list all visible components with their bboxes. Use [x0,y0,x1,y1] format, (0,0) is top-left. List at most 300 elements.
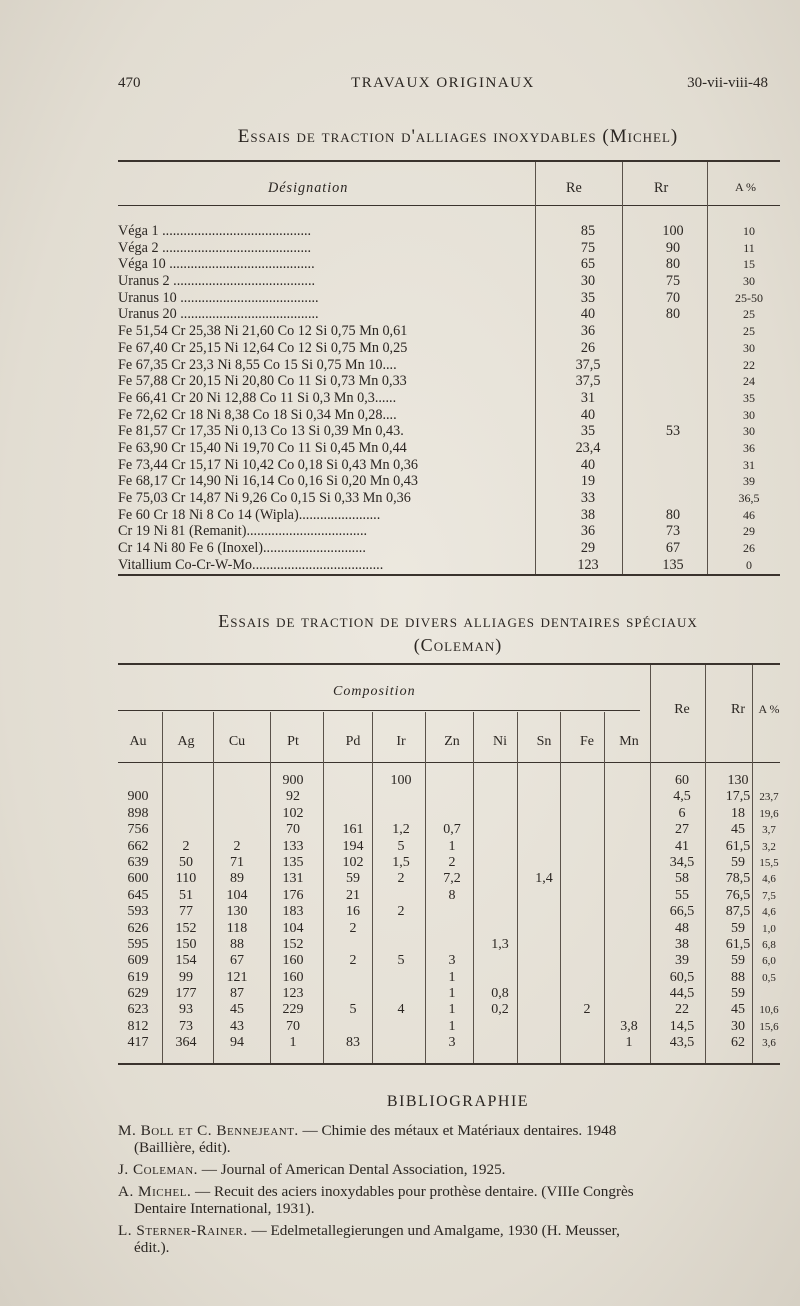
table2-cell: 161 [342,822,364,838]
a-cell: 36 [743,440,755,455]
table2-cell: 1 [448,838,456,854]
table2-cell: 4,6 [762,873,776,886]
designation-cell: Fe 67,40 Cr 25,15 Ni 12,64 Co 12 Si 0,75 Mn 0,25 [118,339,408,356]
table2-cell: 118 [226,920,248,936]
ref-author: M. Boll et C. Bennejeant. [118,1122,299,1139]
table2-cell: 0,2 [491,1002,509,1018]
table2-title-line2: (Coleman) [413,635,503,655]
designation-cell: Fe 68,17 Cr 14,90 Ni 16,14 Co 0,16 Si 0,20 Mn 0,43 [118,473,418,490]
table2-cell: 150 [175,936,197,952]
a-cell: 24 [743,374,755,389]
table2-cell: 88 [230,936,244,952]
re-cell: 36 [580,523,596,540]
bibliography-entry [118,1161,798,1178]
table1-row [118,223,780,240]
rr-cell: 80 [665,256,681,273]
table1-top-rule [118,160,780,162]
designation-cell: Fe 57,88 Cr 20,15 Ni 20,80 Co 11 Si 0,73 Mn 0,33 [118,373,407,390]
table2-cell: 78,5 [725,871,751,887]
table2-cell: 50 [179,854,193,870]
col-header: Ir [396,734,406,749]
table2-cell: 71 [230,854,244,870]
col-header: Fe [580,734,594,749]
designation-cell: Uranus 10 ....................................... [118,289,319,306]
table2-cell: 0,5 [762,971,776,984]
col-header: Sn [536,734,552,749]
table2-cell: 10,6 [759,1004,779,1017]
re-cell: 23,4 [575,439,601,456]
re-cell: 33 [580,490,596,506]
table2-cell: 14,5 [669,1018,695,1034]
a-cell: 39 [743,474,755,489]
table2-divider [604,712,605,1063]
table1-row [118,523,780,540]
table2-cell: 1 [625,1035,633,1051]
re-cell: 85 [580,223,596,239]
composition-header: Composition [333,684,416,699]
table2-cell: 87,5 [725,904,751,920]
table2-title [118,609,798,657]
re-cell: 40 [580,406,596,423]
table2-cell: 626 [127,920,149,936]
table2-cell: 152 [175,920,197,936]
table2-cell: 43,5 [669,1035,695,1051]
table1-row [118,256,780,273]
table1 [118,168,780,573]
designation-cell: Vitallium Co-Cr-W-Mo..................................... [118,556,384,573]
re-cell: 40 [580,306,596,323]
table2-cell: 2 [349,953,357,969]
ref-author: L. Sterner-Rainer. [118,1222,248,1239]
bibliography-entry [118,1122,798,1156]
bibliography-title: BIBLIOGRAPHIE [386,1093,530,1110]
table2-cell: 639 [127,854,149,870]
table2-cell: 2 [397,904,405,920]
ref-text: — Journal of American Dental Association, 1925. [197,1161,506,1178]
table1-row [118,407,780,424]
table2-cell: 60 [675,773,689,788]
table2-cell: 59 [731,986,745,1002]
table2-cell: 600 [127,871,149,887]
a-cell: 15 [743,257,755,272]
table2-cell: 3,7 [762,824,776,837]
table1-header-row [118,168,780,208]
re-cell: 31 [580,389,596,406]
table1-row [118,457,780,474]
table2-cell: 67 [230,953,244,969]
table2-cell: 73 [179,1018,193,1034]
table2-cell: 417 [127,1035,149,1051]
table2-cell: 16 [346,904,360,920]
table2-cell: 45 [731,822,745,838]
table2-cell: 5 [397,838,405,854]
table2-cell: 17,5 [725,789,751,805]
table2-cell: 5 [349,1002,357,1018]
designation-cell: Fe 63,90 Cr 15,40 Ni 19,70 Co 11 Si 0,45 Mn 0,44 [118,439,407,456]
table1-row [118,290,780,307]
table2-cell: 70 [286,1018,300,1034]
table2-cell: 19,6 [759,807,779,820]
running-title: TRAVAUX ORIGINAUX [351,75,535,91]
table2-cell: 61,5 [725,838,751,854]
table2-cell: 48 [675,920,689,936]
ref-continuation: (Baillière, édit). [134,1139,231,1156]
table2-divider [473,712,474,1063]
designation-cell: Cr 19 Ni 81 (Remanit).................................. [118,523,368,540]
designation-cell: Fe 66,41 Cr 20 Ni 12,88 Co 11 Si 0,3 Mn 0,3...... [118,389,397,406]
table2-cell: 662 [127,838,149,854]
a-cell: 35 [743,390,755,405]
table2-cell: 2 [182,838,190,854]
table1-row [118,373,780,390]
table2-cell: 1 [289,1035,297,1051]
table2-cell: 1,0 [762,922,776,935]
table2-cell: 76,5 [725,887,751,903]
a-cell: 25-50 [735,290,763,305]
table2-cell: 15,6 [759,1020,779,1033]
table2-cell: 89 [230,871,244,887]
table2-cell: 135 [282,854,304,870]
table2-cell: 2 [448,854,456,870]
a-cell: 31 [743,457,755,472]
a-cell: 46 [743,507,755,522]
rr-cell: 100 [662,223,684,239]
a-cell: 30 [743,424,755,439]
col-header: Rr [731,702,745,717]
table2-cell: 92 [286,789,300,805]
re-cell: 30 [580,273,596,290]
table2-cell: 4 [397,1002,405,1018]
table2-cell: 66,5 [669,904,695,920]
table2-cell: 2 [397,871,405,887]
table2-cell: 183 [282,904,304,920]
ref-text: — Chimie des métaux et Matériaux dentaires. 1948 [298,1122,617,1139]
table2-top-rule [118,663,780,665]
table2-cell: 3 [448,1035,456,1051]
table1-row [118,240,780,257]
designation-cell: Fe 51,54 Cr 25,38 Ni 21,60 Co 12 Si 0,75 Mn 0,61 [118,323,408,340]
table2-cell: 15,5 [759,856,779,869]
table2-cell: 34,5 [669,854,695,870]
table2-cell: 21 [346,887,360,903]
table2-cell: 629 [127,986,149,1002]
col-header: Au [129,734,147,749]
table2-cell: 41 [675,838,689,854]
table2-cell: 130 [226,904,248,920]
table2-cell: 70 [286,822,300,838]
col-designation: Désignation [268,180,349,196]
table1-row [118,473,780,490]
issue-date: 30-vii-viii-48 [687,75,768,91]
table2-cell: 4,5 [673,789,691,805]
table1-row [118,390,780,407]
table2-cell: 364 [175,1035,197,1051]
col-header: Pt [287,734,299,749]
table2-cell: 3,8 [620,1018,638,1034]
a-cell: 30 [743,407,755,422]
table2-cell: 645 [127,887,149,903]
ref-continuation: Dentaire International, 1931). [134,1200,315,1217]
table1-row [118,557,780,574]
table2-cell: 152 [282,936,304,952]
designation-cell: Uranus 20 ....................................... [118,306,319,323]
table2-cell: 104 [282,920,304,936]
table2-cell: 593 [127,904,149,920]
table2-cell: 1 [448,1002,456,1018]
table1-body [118,223,780,573]
table2-cell: 1,2 [392,822,410,838]
table2-header-rule [118,762,780,763]
table2-divider [650,665,651,1063]
designation-cell: Fe 73,44 Cr 15,17 Ni 10,42 Co 0,18 Si 0,43 Mn 0,36 [118,456,418,473]
ref-text: — Recuit des aciers inoxydables pour prothèse dentaire. (VIIIe Congrès [191,1183,634,1200]
designation-cell: Véga 2 .......................................... [118,239,312,256]
rr-cell: 53 [665,423,681,440]
col-header: Zn [444,734,460,749]
designation-cell: Fe 72,62 Cr 18 Ni 8,38 Co 18 Si 0,34 Mn 0,28.... [118,406,397,423]
table2-cell: 62 [731,1035,745,1051]
table2-cell: 2 [583,1002,591,1018]
table2-cell: 7,2 [443,871,461,887]
running-header [118,75,768,99]
table2-bottom-rule [118,1063,780,1065]
table2-cell: 59 [346,871,360,887]
table2-cell: 194 [342,838,364,854]
table2-cell: 55 [675,887,689,903]
rr-cell: 80 [665,506,681,523]
table2-cell: 131 [282,871,304,887]
designation-cell: Véga 1 .......................................... [118,223,312,239]
table2-divider [323,712,324,1063]
designation-cell: Fe 75,03 Cr 14,87 Ni 9,26 Co 0,15 Si 0,33 Mn 0,36 [118,490,411,506]
re-cell: 36 [580,323,596,340]
a-cell: 22 [743,357,755,372]
table2-cell: 110 [175,871,197,887]
col-header: Ni [493,734,507,749]
table2-cell: 130 [727,773,749,788]
table2-cell: 23,7 [759,791,779,804]
table2-cell: 3,6 [762,1037,776,1050]
col-rr: Rr [654,180,669,196]
rr-cell: 80 [665,306,681,323]
table2-cell: 39 [675,953,689,969]
re-cell: 65 [580,256,596,273]
table2-cell: 93 [179,1002,193,1018]
bibliography-list [118,1122,798,1261]
table2-cell: 0,7 [443,822,461,838]
re-cell: 26 [580,339,596,356]
re-cell: 37,5 [575,356,601,373]
table2-cell: 133 [282,838,304,854]
table2-cell: 121 [226,969,248,985]
table2-composition-rule [118,710,640,711]
table2-cell: 87 [230,986,244,1002]
table2-cell: 160 [282,953,304,969]
table2-cell: 51 [179,887,193,903]
a-cell: 25 [743,324,755,339]
rr-cell: 67 [665,540,681,557]
table2-cell: 94 [230,1035,244,1051]
table2-cell: 154 [175,953,197,969]
table1-row [118,273,780,290]
col-header: Ag [177,734,195,749]
a-cell: 26 [743,541,755,556]
table1-row [118,423,780,440]
rr-cell: 70 [665,289,681,306]
table1-row [118,490,780,507]
table2-cell: 58 [675,871,689,887]
table2-cell: 623 [127,1002,149,1018]
designation-cell: Véga 10 ......................................... [118,256,315,273]
table2-cell: 30 [731,1018,745,1034]
re-cell: 38 [580,506,596,523]
table1-row [118,357,780,374]
table2-cell: 812 [127,1018,149,1034]
page-number: 470 [118,75,141,91]
col-header: Mn [619,734,639,749]
table1-bottom-rule [118,574,780,576]
table2-cell: 83 [346,1035,360,1051]
table2-title-line1: Essais de traction de divers alliages dentaires spéciaux [218,611,698,631]
designation-cell: Fe 60 Cr 18 Ni 8 Co 14 (Wipla)....................... [118,506,381,523]
rr-cell: 135 [662,556,684,573]
table2-cell: 3,2 [762,840,776,853]
table2-cell: 177 [175,986,197,1002]
re-cell: 35 [580,289,596,306]
table2-cell: 1 [448,969,456,985]
a-cell: 30 [743,274,755,289]
table2-cell: 1,3 [491,936,509,952]
table2-cell: 59 [731,854,745,870]
table2-cell: 59 [731,920,745,936]
table2-cell: 88 [731,969,745,985]
table1-row [118,540,780,557]
table2-cell: 7,5 [762,889,776,902]
table1-row [118,306,780,323]
table2-cell: 1,4 [535,871,553,887]
ref-continuation: édit.). [134,1239,170,1256]
table2-cell: 2 [349,920,357,936]
col-a: A % [735,180,756,194]
table2-cell: 18 [731,805,745,821]
table2-cell: 27 [675,822,689,838]
table1-row [118,507,780,524]
re-cell: 37,5 [575,373,601,390]
table2-cell: 102 [342,854,364,870]
ref-author: A. Michel. [118,1183,192,1200]
table2-cell: 898 [127,805,149,821]
table2-cell: 1 [448,1018,456,1034]
table2-divider [752,665,753,1063]
table2-cell: 38 [675,936,689,952]
re-cell: 75 [580,239,596,256]
re-cell: 35 [580,423,596,440]
re-cell: 29 [580,540,596,557]
table2-cell: 8 [448,887,456,903]
table1-row [118,323,780,340]
table2-cell: 61,5 [725,936,751,952]
table2-cell: 45 [230,1002,244,1018]
a-cell: 11 [743,240,755,255]
rr-cell: 75 [665,273,681,290]
table2-divider [425,712,426,1063]
table2-cell: 900 [282,773,304,788]
table2-cell: 43 [230,1018,244,1034]
table2-cell: 59 [731,953,745,969]
table1-row [118,440,780,457]
table2-cell: 5 [397,953,405,969]
bibliography-entry [118,1222,798,1256]
rr-cell: 73 [665,523,681,540]
a-cell: 25 [743,307,755,322]
table2-cell: 60,5 [669,969,695,985]
table2-divider [213,712,214,1063]
col-header: Pd [345,734,361,749]
designation-cell: Uranus 2 ........................................ [118,273,316,290]
designation-cell: Fe 67,35 Cr 23,3 Ni 8,55 Co 15 Si 0,75 Mn 10.... [118,356,397,373]
table2-cell: 1 [448,986,456,1002]
designation-cell: Fe 81,57 Cr 17,35 Ni 0,13 Co 13 Si 0,39 Mn 0,43. [118,423,404,440]
a-cell: 30 [743,340,755,355]
rr-cell: 90 [665,239,681,256]
a-cell: 29 [743,524,755,539]
table2-divider [705,665,706,1063]
table2-cell: 123 [282,986,304,1002]
table2-cell: 4,6 [762,906,776,919]
table2-cell: 104 [226,887,248,903]
table2-cell: 756 [127,822,149,838]
col-header: Cu [228,734,246,749]
a-cell: 10 [743,224,755,238]
table2-divider [560,712,561,1063]
a-cell: 36,5 [738,491,760,505]
designation-cell: Cr 14 Ni 80 Fe 6 (Inoxel)............................. [118,540,366,557]
table2-cell: 595 [127,936,149,952]
table2-cell: 22 [675,1002,689,1018]
table2-cell: 99 [179,969,193,985]
bibliography-entry [118,1183,798,1217]
table2-cell: 77 [179,904,193,920]
table2-divider [517,712,518,1063]
table2-cell: 6 [678,805,686,821]
table2-cell: 6,8 [762,938,776,951]
table2-divider [162,712,163,1063]
table2-divider [372,712,373,1063]
table1-row [118,340,780,357]
table2-cell: 45 [731,1002,745,1018]
table1-title: Essais de traction d'alliages inoxydables (Michel) [237,126,679,147]
ref-text: — Edelmetallegierungen und Amalgame, 1930 (H. Meusser, [247,1222,620,1239]
table2-cell: 229 [282,1002,304,1018]
table2-cell: 619 [127,969,149,985]
ref-author: J. Coleman. [118,1161,198,1178]
table2-cell: 102 [282,805,304,821]
re-cell: 123 [577,556,599,573]
re-cell: 40 [580,456,596,473]
table2-cell: 1,5 [392,854,410,870]
table2-divider [270,712,271,1063]
col-re: Re [566,180,582,196]
table2-cell: 2 [233,838,241,854]
table2-cell: 44,5 [669,986,695,1002]
table2-cell: 176 [282,887,304,903]
a-cell: 0 [746,557,752,572]
table2-cell: 0,8 [491,986,509,1002]
table2-cell: 3 [448,953,456,969]
table2-cell: 160 [282,969,304,985]
col-header: Re [674,702,690,717]
table2-cell: 900 [127,789,149,805]
